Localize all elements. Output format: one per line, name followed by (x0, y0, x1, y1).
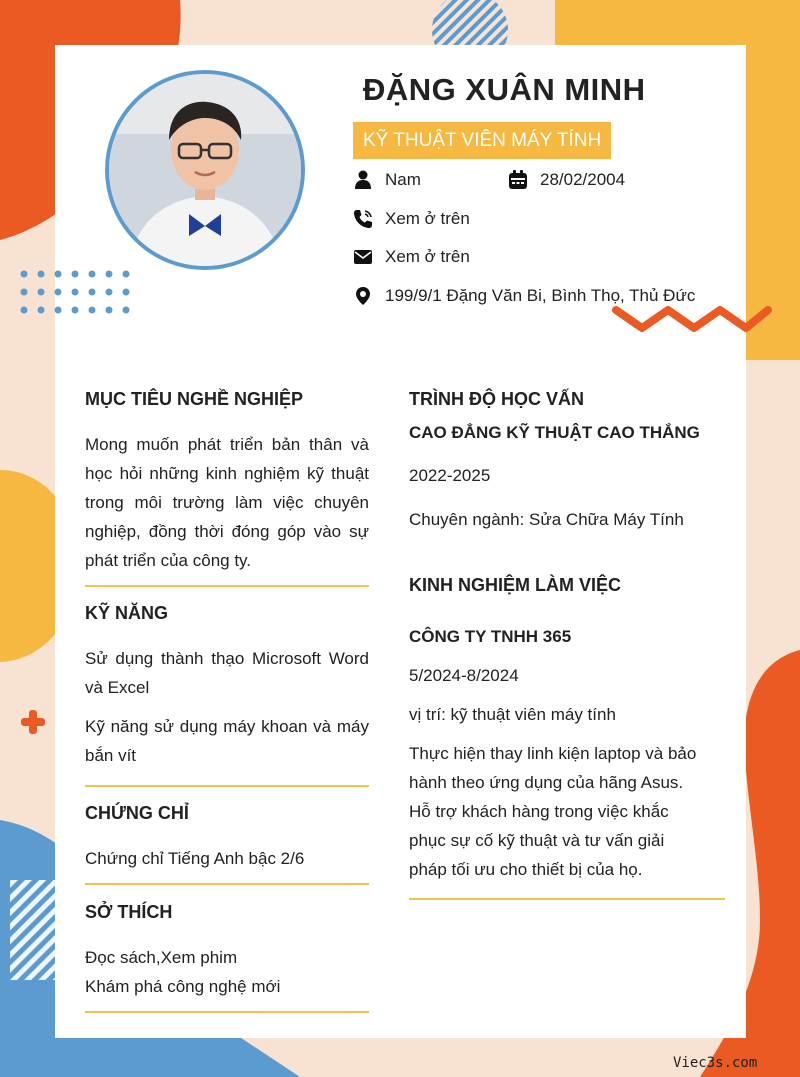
address-value: 199/9/1 Đặng Văn Bi, Bình Thọ, Thủ Đức (385, 286, 696, 305)
skills-title: KỸ NĂNG (85, 603, 169, 623)
hobby-item: Khám phá công nghệ mới (85, 977, 281, 996)
plus-decoration (20, 709, 46, 735)
skill-item: Kỹ năng sử dụng máy khoan và máy bắn vít (85, 717, 369, 765)
candidate-name: ĐẶNG XUÂN MINH (363, 72, 646, 107)
education-school: CAO ĐẲNG KỸ THUẬT CAO THẮNG (409, 423, 700, 442)
calendar-icon (508, 170, 528, 190)
experience-title: KINH NGHIỆM LÀM VIỆC (409, 575, 622, 595)
phone-icon (353, 209, 373, 229)
watermark-link[interactable]: Viec3s.com (673, 1055, 758, 1071)
certificates-title: CHỨNG CHỈ (85, 803, 189, 823)
education-title: TRÌNH ĐỘ HỌC VẤN (409, 389, 584, 409)
gender-row (353, 170, 421, 190)
person-icon (353, 170, 373, 190)
phone-row (353, 209, 470, 229)
job-title-badge: KỸ THUẬT VIÊN MÁY TÍNH (353, 122, 611, 159)
section-divider (85, 785, 369, 787)
education-period: 2022-2025 (409, 466, 491, 485)
hobby-item: Đọc sách,Xem phim (85, 948, 238, 967)
avatar-portrait-icon (109, 74, 301, 266)
section-divider (85, 883, 369, 885)
dots-decoration (18, 266, 133, 318)
phone-value: Xem ở trên (385, 209, 470, 228)
section-divider (409, 898, 725, 900)
envelope-icon (353, 247, 373, 267)
hobbies-title: SỞ THÍCH (85, 902, 173, 922)
email-row (353, 247, 470, 267)
gender-value: Nam (385, 170, 421, 189)
location-pin-icon (353, 286, 373, 306)
career-objective-title: MỤC TIÊU NGHỀ NGHIỆP (85, 389, 304, 409)
address-row (353, 286, 695, 306)
experience-position: vị trí: kỹ thuật viên máy tính (409, 705, 616, 724)
email-value: Xem ở trên (385, 247, 470, 266)
avatar (105, 70, 305, 270)
birthdate-row (508, 170, 625, 190)
career-objective-text: Mong muốn phát triển bản thân và học hỏi những kinh nghiệm kỹ thuật trong môi trường làm việc chuyên nghiệp, đồng thời đóng góp vào sự phát triển của công ty. (85, 435, 369, 570)
birthdate-value: 28/02/2004 (540, 170, 626, 189)
experience-company: CÔNG TY TNHH 365 (409, 627, 572, 646)
skill-item: Sử dụng thành thạo Microsoft Word và Excel (85, 649, 369, 697)
section-divider (85, 585, 369, 587)
education-major: Chuyên ngành: Sửa Chữa Máy Tính (409, 510, 684, 529)
certificate-item: Chứng chỉ Tiếng Anh bậc 2/6 (85, 849, 305, 868)
experience-period: 5/2024-8/2024 (409, 666, 519, 685)
section-divider (85, 1011, 369, 1013)
experience-description: Thực hiện thay linh kiện laptop và bảo hành theo ứng dụng của hãng Asus. Hỗ trợ khách hàng trong việc khắc phục sự cố kỹ thuật và tư vấn giải pháp tối ưu cho thiết bị của họ. (409, 744, 697, 879)
